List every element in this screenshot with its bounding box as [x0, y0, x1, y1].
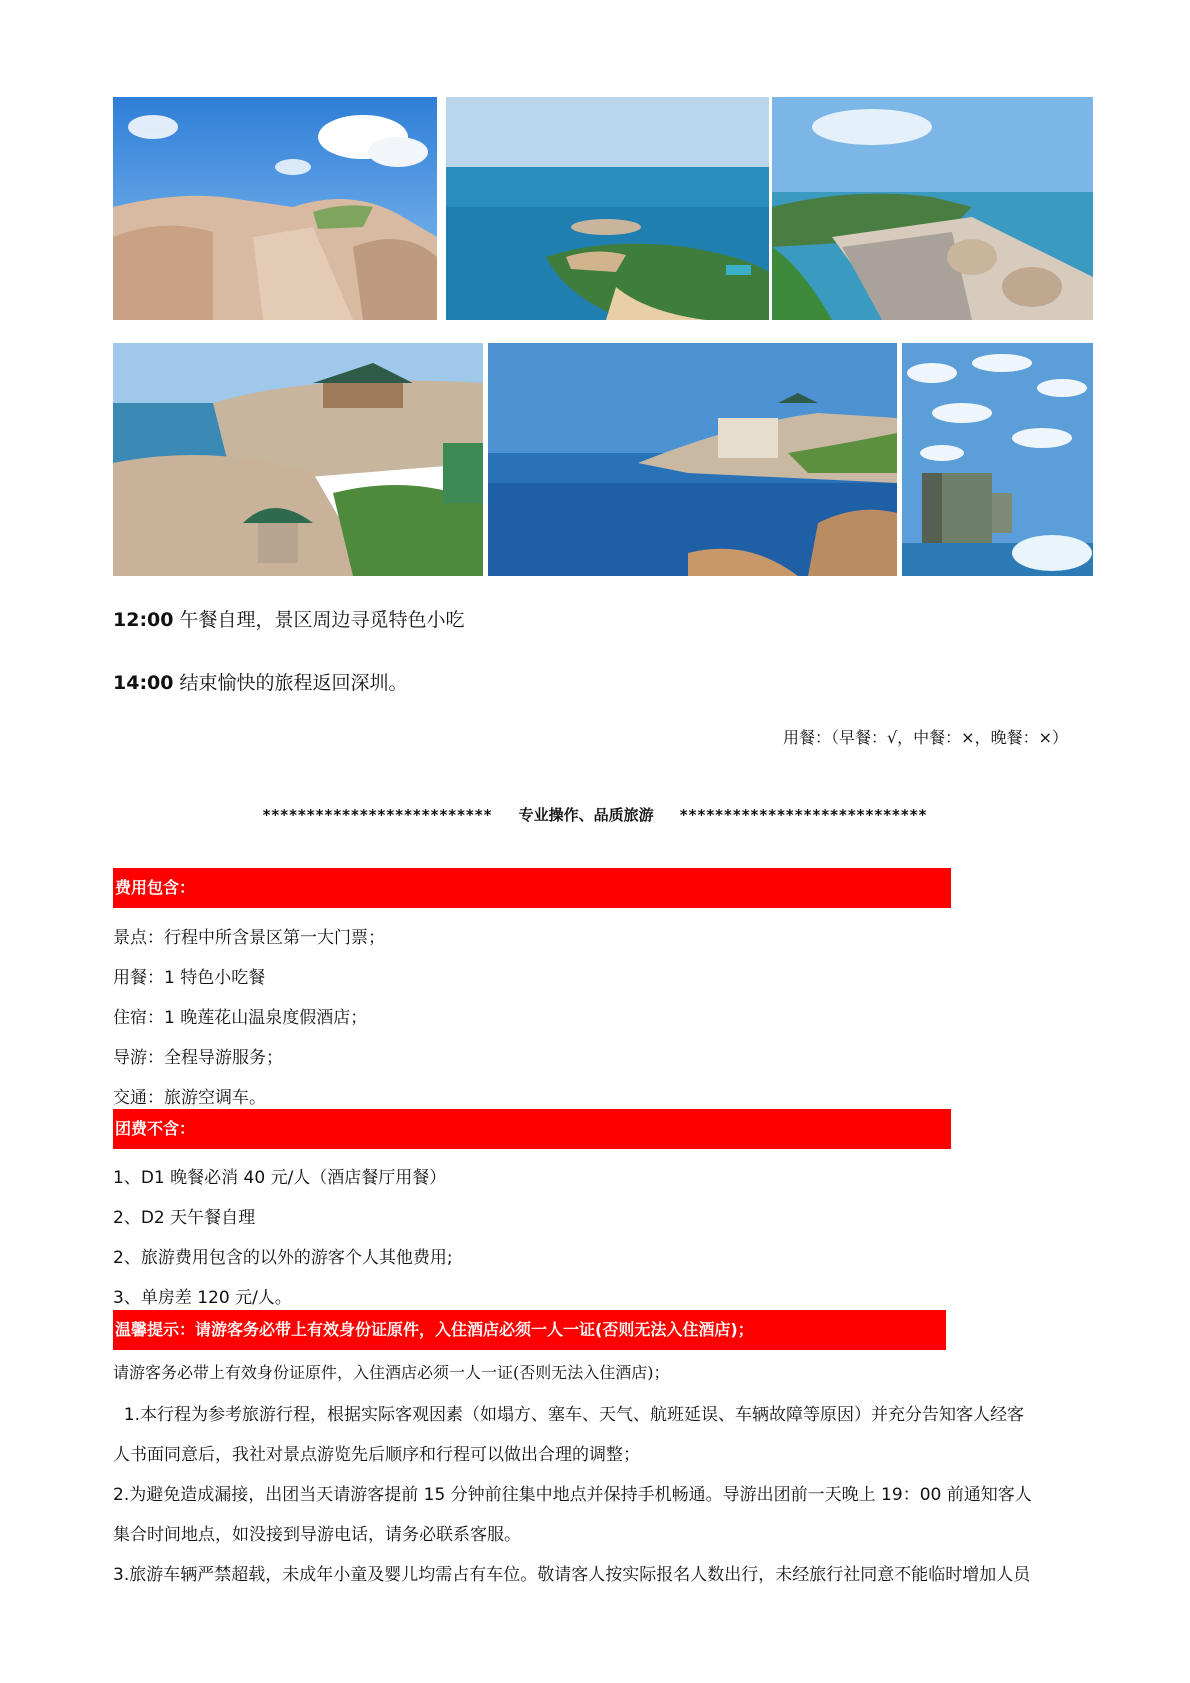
schedule-lunch — [113, 605, 465, 632]
schedule-time: 14:00 — [113, 672, 174, 694]
rocky-steps-photo — [113, 97, 437, 320]
schedule-text: 午餐自理，景区周边寻觅特色小吃 — [173, 609, 465, 631]
fee-exclude-item: 1、D1 晚餐必消 40 元/人（酒店餐厅用餐） — [113, 1168, 447, 1188]
tips-line: 3.旅游车辆严禁超载，未成年小童及婴儿均需占有车位。敬请客人按实际报名人数出行，未经旅行社同意不能临时增加人员 — [113, 1565, 1031, 1585]
schedule-text: 结束愉快的旅程返回深圳。 — [173, 672, 408, 694]
pavilion-coast-photo — [113, 343, 483, 576]
aerial-island-photo — [446, 97, 769, 320]
fee-exclude-header: 团费不含： — [113, 1109, 951, 1149]
slogan-stars-left: ************************** — [262, 806, 493, 824]
tips-line: 2.为避免造成漏接，出团当天请游客提前 15 分钟前往集中地点并保持手机畅通。导游出团前一天晚上 19：00 前通知客人 — [113, 1485, 1032, 1505]
fee-exclude-item: 3、单房差 120 元/人。 — [113, 1288, 292, 1308]
meal-note: 用餐：（早餐：√，中餐：×，晚餐：×） — [782, 728, 1068, 747]
tower-sky-photo — [902, 343, 1093, 576]
slogan-stars-right: **************************** — [679, 806, 928, 824]
fee-include-item: 景点：行程中所含景区第一大门票； — [113, 928, 385, 948]
fee-exclude-item: 2、旅游费用包含的以外的游客个人其他费用; — [113, 1248, 453, 1268]
tips-line: 1.本行程为参考旅游行程，根据实际客观因素（如塌方、塞车、天气、航班延误、车辆故障等原因）并充分告知客人经客 — [113, 1405, 1025, 1425]
fee-include-header: 费用包含： — [113, 868, 951, 908]
slogan — [0, 804, 1190, 825]
harbor-view-photo — [488, 343, 897, 576]
fee-include-item: 交通：旅游空调车。 — [113, 1088, 266, 1108]
schedule-return — [113, 668, 408, 695]
tips-line: 集合时间地点，如没接到导游电话，请务必联系客服。 — [113, 1525, 521, 1545]
tips-line: 请游客务必带上有效身份证原件，入住酒店必须一人一证(否则无法入住酒店)； — [113, 1363, 670, 1382]
fee-include-item: 导游：全程导游服务； — [113, 1048, 283, 1068]
slogan-text: 专业操作、品质旅游 — [518, 806, 654, 824]
tips-line: 人书面同意后，我社对景点游览先后顺序和行程可以做出合理的调整； — [113, 1445, 640, 1465]
tips-header: 温馨提示：请游客务必带上有效身份证原件，入住酒店必须一人一证(否则无法入住酒店)； — [113, 1310, 946, 1350]
coastal-road-photo — [772, 97, 1093, 320]
schedule-time: 12:00 — [113, 609, 174, 631]
fee-include-item: 住宿：1 晚莲花山温泉度假酒店； — [113, 1008, 368, 1028]
fee-exclude-item: 2、D2 天午餐自理 — [113, 1208, 256, 1228]
fee-include-item: 用餐：1 特色小吃餐 — [113, 968, 266, 988]
